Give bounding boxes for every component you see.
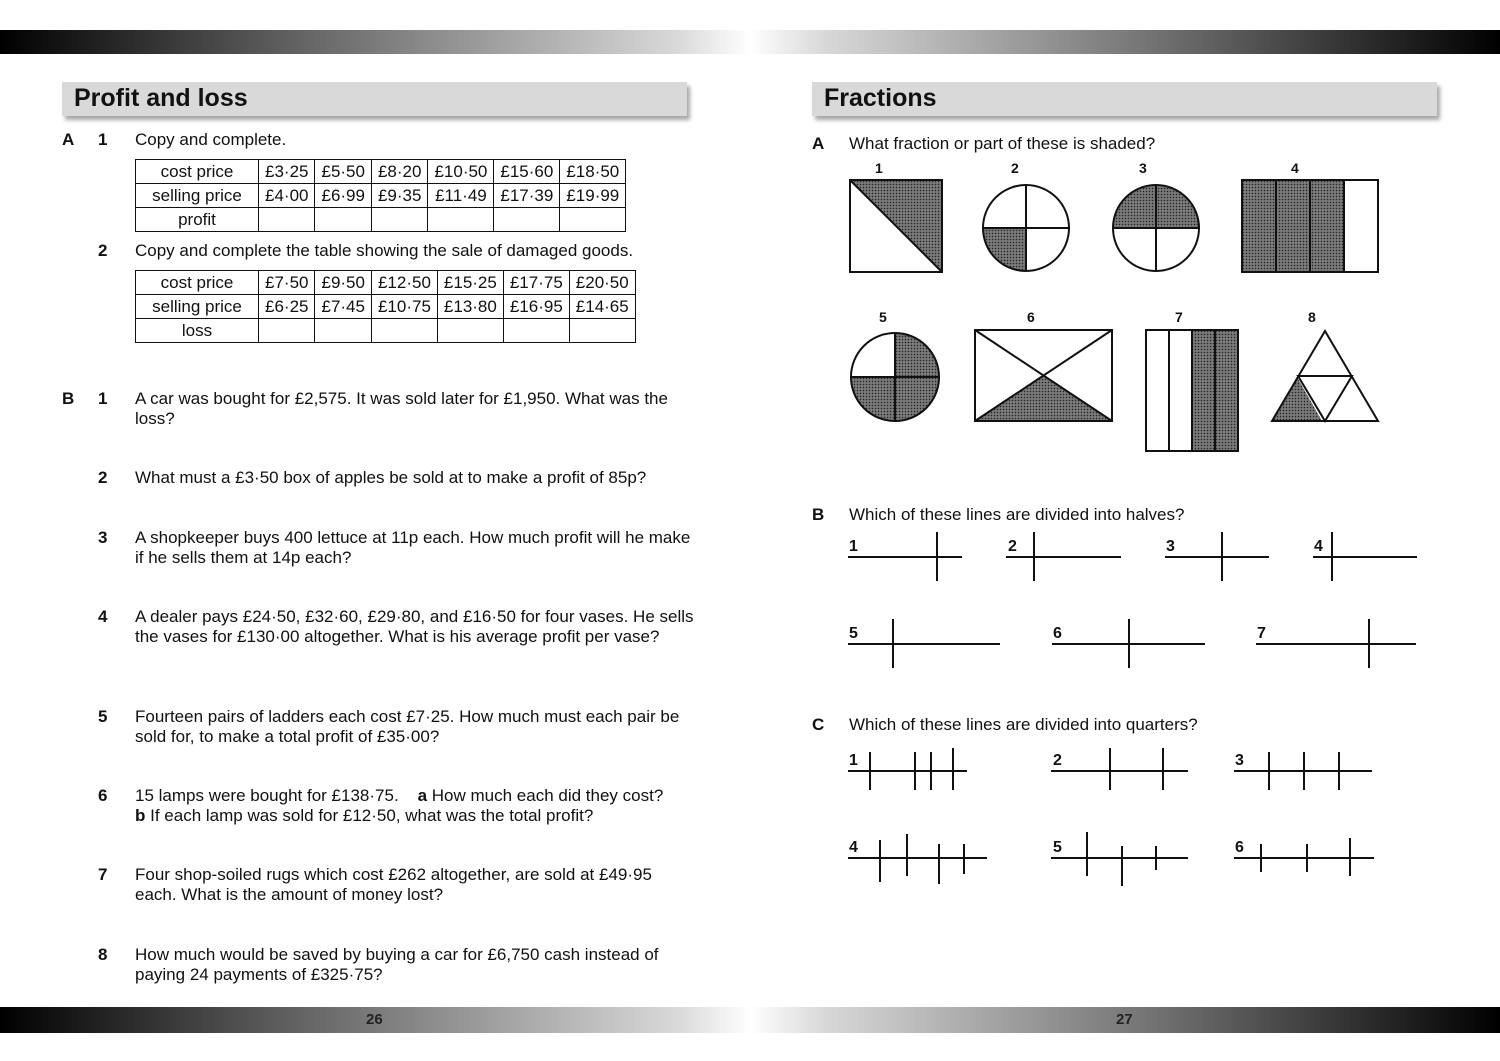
number-line [1006, 532, 1124, 584]
question-text-part: 15 lamps were bought for £138·75. [135, 786, 399, 805]
table-cell: £10·50 [428, 160, 494, 184]
line-number: 2 [1008, 538, 1017, 555]
number-line [1051, 832, 1191, 888]
question-number: 1 [98, 130, 108, 149]
table-cell [560, 208, 626, 232]
question-text: Four shop-soiled rugs which cost £262 altogether, are sold at £49·95 each. What is the amount of money lost? [135, 865, 652, 904]
line-number: 3 [1235, 752, 1244, 769]
line-number: 2 [1053, 752, 1062, 769]
question-number: 2 [98, 241, 108, 260]
question-number: 6 [98, 786, 108, 805]
table-row [136, 295, 636, 319]
table-cell: £14·65 [569, 295, 635, 319]
table-cell: £10·75 [371, 295, 437, 319]
table-cell: £17·75 [503, 271, 569, 295]
table-cell: £20·50 [569, 271, 635, 295]
bottom-decorative-bar [0, 1007, 1500, 1033]
question-text: A dealer pays £24·50, £32·60, £29·80, and £16·50 for four vases. He sells the vases for £130·00 altogether. What is his average profit per vase? [135, 607, 694, 646]
table-cell: £15·25 [437, 271, 503, 295]
table-cell: £3·25 [259, 160, 315, 184]
table-cell: £6·99 [315, 184, 371, 208]
question-text: A car was bought for £2,575. It was sold later for £1,950. What was the loss? [135, 389, 668, 428]
question-text: Copy and complete. [135, 130, 287, 149]
question-number: 5 [98, 707, 108, 726]
table-row [136, 271, 636, 295]
table-cell: £12·50 [371, 271, 437, 295]
section-instruction: Which of these lines are divided into halves? [849, 505, 1185, 524]
line-number: 1 [849, 752, 858, 769]
section-instruction: Which of these lines are divided into quarters? [849, 715, 1198, 734]
fraction-tall-rectangle-figure [1144, 328, 1242, 454]
fraction-circle-half-figure [1110, 182, 1202, 274]
table-cell [371, 208, 427, 232]
section-label-a: A [812, 134, 825, 153]
table-cell: £9·50 [315, 271, 371, 295]
figure-number: 4 [1291, 160, 1299, 176]
subquestion-label-a: a [417, 786, 428, 805]
table-row [136, 160, 626, 184]
figure-number: 8 [1308, 309, 1316, 325]
line-number: 6 [1053, 625, 1062, 642]
table-row [136, 208, 626, 232]
subquestion-label-b: b [135, 806, 146, 825]
fraction-circle-quarter-figure [980, 182, 1072, 274]
question-number: 7 [98, 865, 108, 884]
page-title-profit-and-loss: Profit and loss [62, 82, 687, 116]
line-number: 6 [1235, 839, 1244, 856]
figure-number: 2 [1011, 160, 1019, 176]
line-number: 4 [1314, 538, 1323, 555]
question-number: 4 [98, 607, 108, 626]
table-cell: £19·99 [560, 184, 626, 208]
table-cell: selling price [136, 295, 259, 319]
question-text-part: If each lamp was sold for £12·50, what was the total profit? [150, 806, 594, 825]
table-cell [371, 319, 437, 343]
table-cell: £17·39 [494, 184, 560, 208]
page-title-fractions: Fractions [812, 82, 1437, 116]
figure-number: 7 [1175, 309, 1183, 325]
number-line [1052, 619, 1208, 671]
section-instruction: What fraction or part of these is shaded? [849, 134, 1156, 153]
table-cell: £5·50 [315, 160, 371, 184]
table-cell [428, 208, 494, 232]
top-decorative-bar [0, 30, 1500, 54]
page-number-right: 27 [1116, 1011, 1133, 1028]
page-number-left: 26 [366, 1011, 383, 1028]
figure-number: 1 [875, 160, 883, 176]
question-number: 8 [98, 945, 108, 964]
loss-table [135, 270, 636, 343]
fraction-triangle-figure [1268, 326, 1382, 424]
question-text: How much would be saved by buying a car for £6,750 cash instead of paying 24 payments of £325·75? [135, 945, 659, 984]
number-line [1313, 532, 1419, 584]
table-cell: cost price [136, 160, 259, 184]
table-cell: £16·95 [503, 295, 569, 319]
question-number: 2 [98, 468, 108, 487]
line-number: 5 [849, 625, 858, 642]
table-cell: profit [136, 208, 259, 232]
question-number: 3 [98, 528, 108, 547]
table-cell: £15·60 [494, 160, 560, 184]
number-line [1234, 834, 1376, 880]
table-cell [503, 319, 569, 343]
question-text [135, 786, 695, 826]
table-cell: £7·50 [259, 271, 315, 295]
table-cell: selling price [136, 184, 259, 208]
table-row [136, 319, 636, 343]
table-cell [315, 208, 371, 232]
figure-number: 6 [1027, 309, 1035, 325]
number-line [1051, 748, 1191, 792]
number-line [848, 532, 966, 584]
number-line [848, 748, 970, 792]
number-line [1165, 532, 1273, 584]
section-label-b: B [62, 389, 75, 408]
fraction-rectangle-strips-figure [1240, 178, 1382, 274]
figure-number: 5 [879, 309, 887, 325]
line-number: 3 [1166, 538, 1175, 555]
section-label-c: C [812, 715, 825, 734]
line-number: 7 [1257, 625, 1266, 642]
table-cell: £13·80 [437, 295, 503, 319]
table-cell: £11·49 [428, 184, 494, 208]
table-cell: cost price [136, 271, 259, 295]
table-cell: loss [136, 319, 259, 343]
question-text: Copy and complete the table showing the sale of damaged goods. [135, 241, 634, 260]
table-cell [315, 319, 371, 343]
table-cell: £8·20 [371, 160, 427, 184]
question-text: A shopkeeper buys 400 lettuce at 11p each. How much profit will he make if he sells them at 14p each? [135, 528, 691, 567]
fraction-circle-three-quarters-figure [848, 330, 942, 424]
question-text: Fourteen pairs of ladders each cost £7·25. How much must each pair be sold for, to make a total profit of £35·00? [135, 707, 680, 746]
table-cell [569, 319, 635, 343]
section-label-b: B [812, 505, 825, 524]
table-cell [494, 208, 560, 232]
number-line [1234, 748, 1374, 792]
line-number: 1 [849, 538, 858, 555]
table-cell [437, 319, 503, 343]
table-row [136, 184, 626, 208]
question-text-part: How much each did they cost? [431, 786, 664, 805]
profit-table [135, 159, 626, 232]
table-cell: £6·25 [259, 295, 315, 319]
section-label-a: A [62, 130, 75, 149]
fraction-square-diagonal-figure [848, 178, 944, 274]
figure-number: 3 [1139, 160, 1147, 176]
question-number: 1 [98, 389, 108, 408]
fraction-rectangle-diagonals-figure [973, 328, 1115, 424]
line-number: 5 [1053, 839, 1062, 856]
table-cell [259, 319, 315, 343]
table-cell: £7·45 [315, 295, 371, 319]
table-cell: £4·00 [259, 184, 315, 208]
table-cell: £9·35 [371, 184, 427, 208]
question-text: What must a £3·50 box of apples be sold at to make a profit of 85p? [135, 468, 647, 487]
line-number: 4 [849, 839, 858, 856]
table-cell [259, 208, 315, 232]
number-line [1256, 619, 1420, 671]
number-line [848, 834, 990, 886]
table-cell: £18·50 [560, 160, 626, 184]
number-line [848, 619, 1004, 671]
